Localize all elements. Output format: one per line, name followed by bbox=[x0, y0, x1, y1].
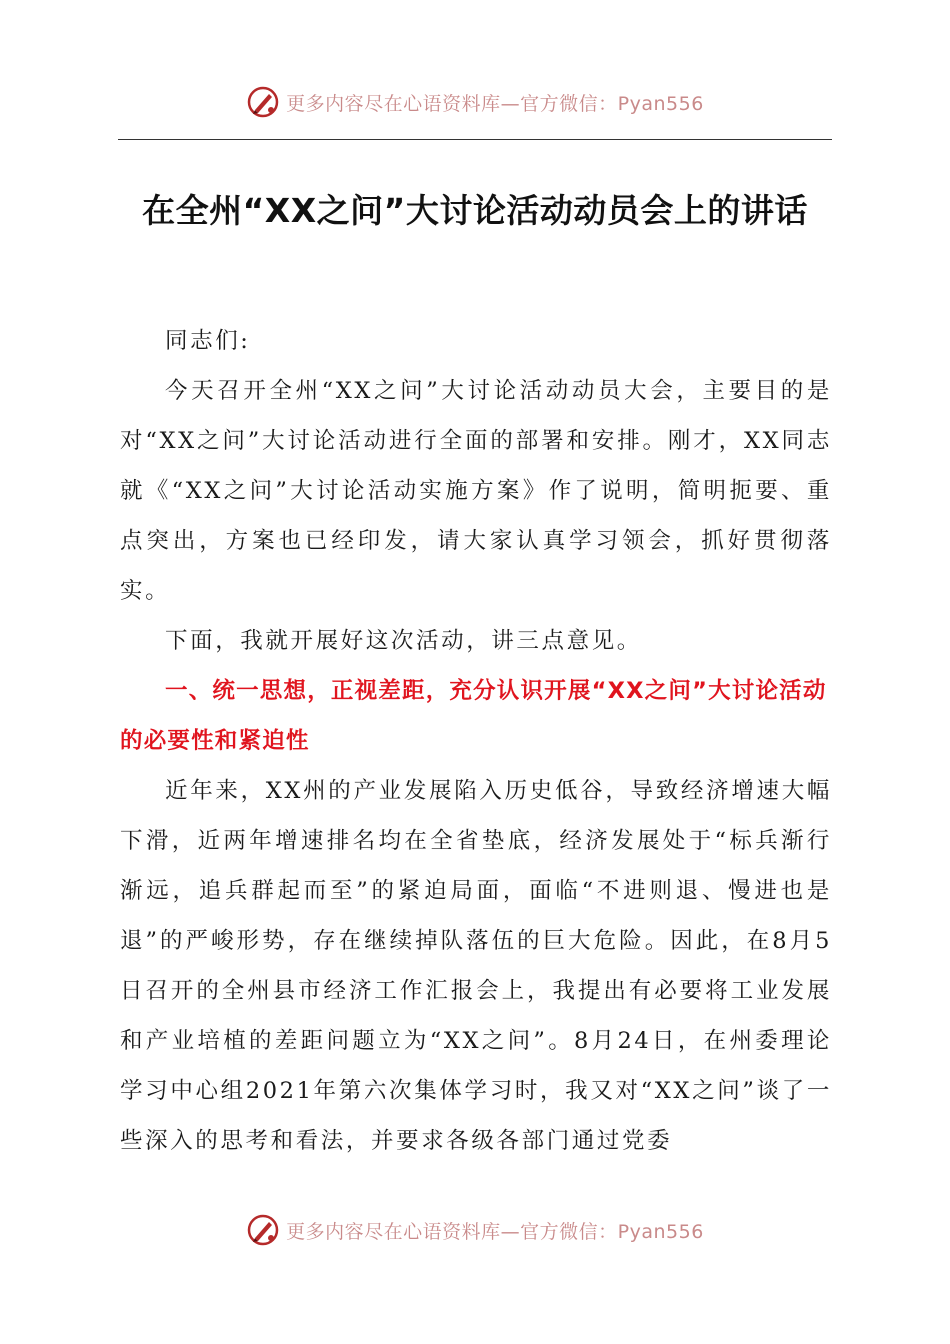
pen-seal-logo-icon bbox=[246, 1213, 280, 1247]
paragraph-intro: 今天召开全州“XX之问”大讨论活动动员大会，主要目的是对“XX之问”大讨论活动进行全面的部署和安排。刚才，XX同志就《“XX之问”大讨论活动实施方案》作了说明，简明扼要、重点突出，方案也已经印发，请大家认真学习领会，抓好贯彻落实。 bbox=[120, 378, 832, 604]
section-heading-1: 一、统一思想，正视差距，充分认识开展“XX之问”大讨论活动的必要性和紧迫性 bbox=[120, 678, 827, 754]
header-banner bbox=[0, 82, 950, 122]
header-banner-text: 更多内容尽在心语资料库—官方微信：Pyan556 bbox=[286, 92, 704, 115]
document-title: 在全州“XX之问”大讨论活动动员会上的讲话 bbox=[142, 191, 808, 230]
document-body bbox=[120, 316, 832, 1166]
section-1-paragraph: 近年来，XX州的产业发展陷入历史低谷，导致经济增速大幅下滑，近两年增速排名均在全省垫底，经济发展处于“标兵渐行渐远，追兵群起而至”的紧迫局面，面临“不进则退、慢进也是退”的严峻形势，存在继续掉队落伍的巨大危险。因此，在8月5日召开的全州县市经济工作汇报会上，我提出有必要将工业发展和产业培植的差距问题立为“XX之问”。8月24日，在州委理论学习中心组2021年第六次集体学习时，我又对“XX之问”谈了一些深入的思考和看法，并要求各级各部门通过党委 bbox=[120, 778, 832, 1154]
footer-banner bbox=[0, 1210, 950, 1250]
header-divider bbox=[118, 139, 832, 140]
footer-banner-text: 更多内容尽在心语资料库—官方微信：Pyan556 bbox=[286, 1220, 704, 1243]
salutation: 同志们: bbox=[165, 328, 251, 354]
pen-seal-logo-icon bbox=[246, 85, 280, 119]
paragraph-outline: 下面，我就开展好这次活动，讲三点意见。 bbox=[165, 628, 642, 654]
